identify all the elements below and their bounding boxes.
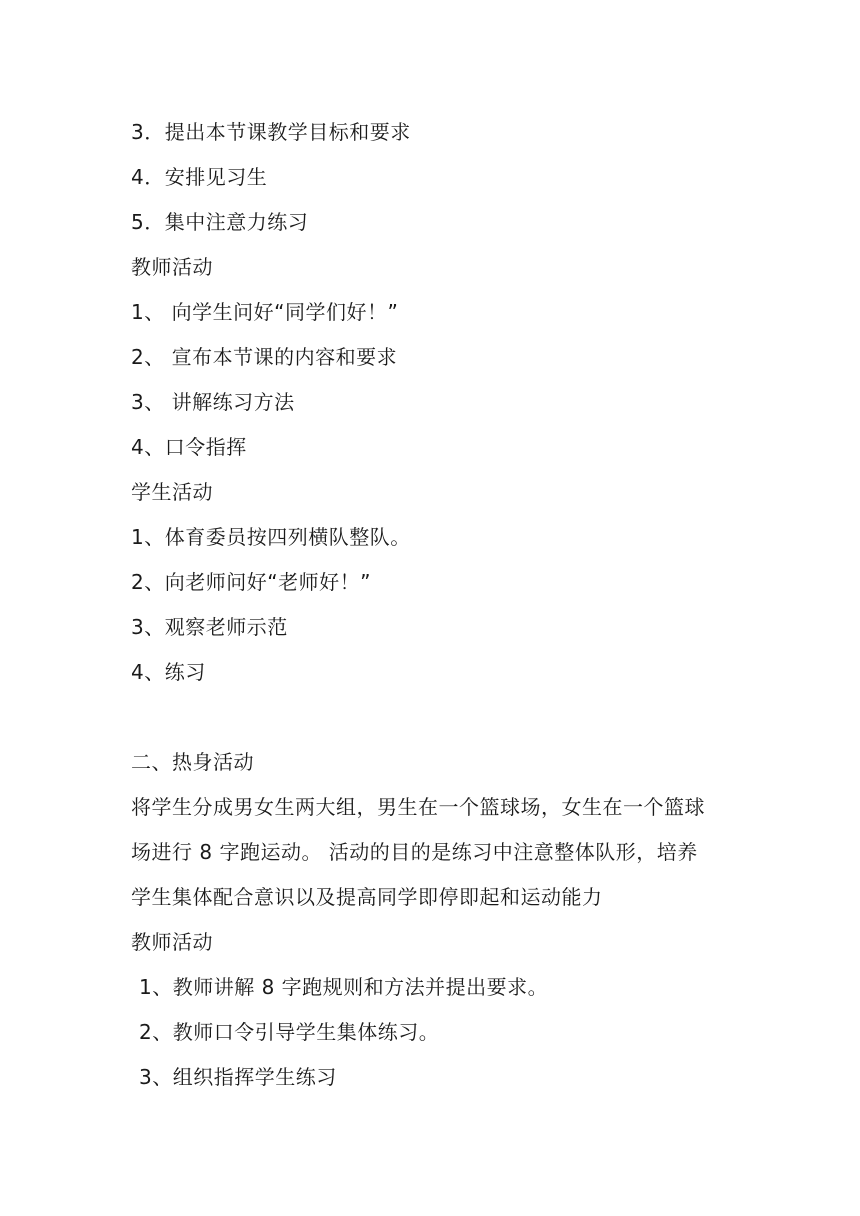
student-activity-heading: 学生活动 [131, 480, 213, 504]
list-item: 4、练习 [131, 660, 206, 684]
list-item: 2、 宣布本节课的内容和要求 [131, 345, 398, 369]
list-item: 2、向老师问好“老师好！” [131, 570, 371, 594]
list-item: 5．集中注意力练习 [131, 210, 309, 234]
list-item: 3、组织指挥学生练习 [139, 1065, 337, 1089]
list-item: 3、 讲解练习方法 [131, 390, 295, 414]
paragraph-line: 学生集体配合意识以及提高同学即停即起和运动能力 [131, 885, 603, 909]
list-item: 1、体育委员按四列横队整队。 [131, 525, 411, 549]
list-item: 4、口令指挥 [131, 435, 247, 459]
teacher-activity-heading: 教师活动 [131, 930, 213, 954]
body-paragraph [131, 785, 741, 920]
section-title: 二、热身活动 [131, 750, 254, 774]
list-item: 1、 向学生问好“同学们好！” [131, 300, 399, 324]
teacher-activity-heading: 教师活动 [131, 255, 213, 279]
list-item: 2、教师口令引导学生集体练习。 [139, 1020, 440, 1044]
spacer [131, 695, 741, 740]
list-item: 3、观察老师示范 [131, 615, 288, 639]
document-page [131, 110, 741, 1100]
paragraph-line: 将学生分成男女生两大组，男生在一个篮球场，女生在一个篮球 [131, 795, 705, 819]
list-item: 1、教师讲解 8 字跑规则和方法并提出要求。 [139, 975, 549, 999]
paragraph-line: 场进行 8 字跑运动。 活动的目的是练习中注意整体队形，培养 [131, 840, 698, 864]
list-item: 4．安排见习生 [131, 165, 268, 189]
list-item: 3．提出本节课教学目标和要求 [131, 120, 411, 144]
